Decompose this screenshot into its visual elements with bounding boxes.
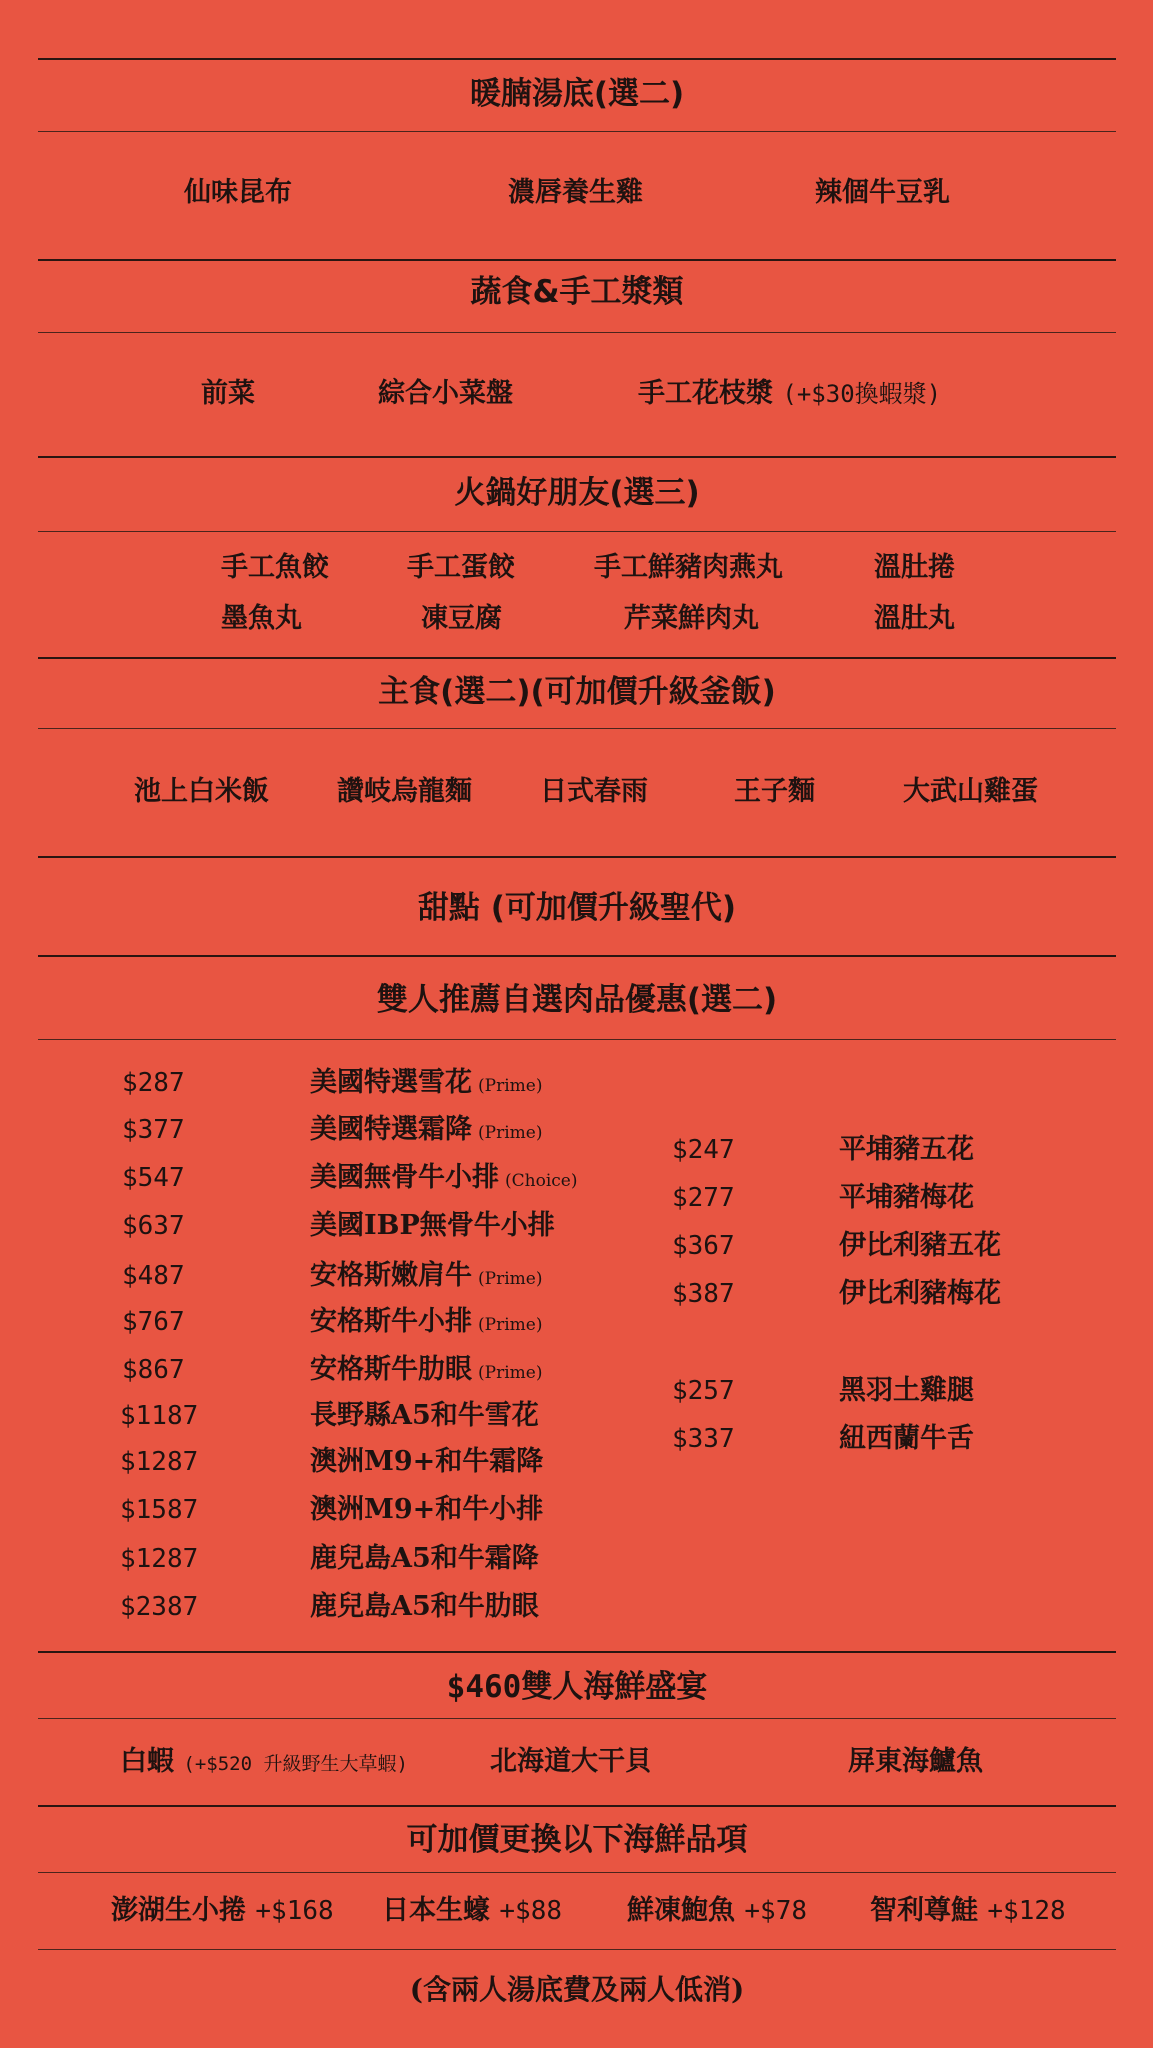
meat-grade: (Prime) [478, 1315, 543, 1335]
hotpot-item: 溫肚丸 [874, 603, 955, 634]
meat-item: 黑羽土雞腿 [839, 1375, 974, 1406]
addons-heading: 可加價更換以下海鮮品項 [406, 1822, 748, 1858]
meat-heading: 雙人推薦自選肉品優惠(選二) [376, 982, 778, 1018]
divider [38, 531, 1116, 532]
shrimp-upgrade-note: (+$520 升級野生大草蝦) [183, 1753, 408, 1775]
meat-item [310, 1066, 542, 1103]
meat-item: 伊比利豬五花 [839, 1230, 1001, 1261]
meat-price: $637 [122, 1211, 185, 1241]
meat-name: 鹿兒島A5和牛霜降 [310, 1543, 539, 1574]
addon-item [382, 1894, 562, 1928]
meat-price: $287 [122, 1068, 185, 1098]
meat-name: 美國特選霜降 [310, 1114, 472, 1145]
upgrade-note: (+$30換蝦漿) [782, 380, 942, 408]
meat-price: $2387 [120, 1592, 199, 1622]
addon-item [870, 1894, 1066, 1928]
meat-price: $1287 [120, 1544, 199, 1574]
divider [38, 259, 1116, 261]
meat-name: 安格斯嫩肩牛 [310, 1260, 472, 1291]
hotpot-item: 手工蛋餃 [407, 552, 515, 583]
dessert-heading: 甜點 (可加價升級聖代) [417, 890, 737, 926]
meat-item [310, 1209, 555, 1243]
seafood-item-shrimp [120, 1745, 408, 1781]
meat-price: $277 [672, 1183, 735, 1213]
meat-price: $767 [122, 1307, 185, 1337]
meat-grade: (Prime) [478, 1123, 543, 1143]
hotpot-heading: 火鍋好朋友(選三) [454, 475, 700, 511]
veg-item-paste [638, 377, 941, 411]
meat-price: $387 [672, 1279, 735, 1309]
hotpot-item: 溫肚捲 [874, 552, 955, 583]
addon-item [627, 1894, 807, 1928]
meat-item [310, 1542, 539, 1576]
meat-item [310, 1161, 577, 1198]
divider [38, 1718, 1116, 1719]
meat-item [310, 1493, 543, 1527]
divider [38, 1949, 1116, 1950]
meat-item [310, 1353, 542, 1390]
meat-name: 安格斯牛小排 [310, 1306, 472, 1337]
hotpot-item: 芹菜鮮肉丸 [624, 603, 759, 634]
meat-item [310, 1399, 539, 1433]
staple-item: 讚岐烏龍麵 [337, 776, 472, 807]
meat-item [310, 1590, 539, 1624]
meat-item [310, 1113, 542, 1150]
veg-item: 前菜 [201, 378, 255, 409]
divider [38, 131, 1116, 132]
meat-price: $867 [122, 1355, 185, 1385]
meat-price: $377 [122, 1115, 185, 1145]
meat-price: $1187 [120, 1401, 199, 1431]
divider [38, 657, 1116, 659]
addon-price: +$128 [987, 1896, 1066, 1926]
meat-price: $487 [122, 1261, 185, 1291]
meat-item: 紐西蘭牛舌 [839, 1423, 974, 1454]
meat-item [310, 1259, 542, 1296]
divider [38, 1039, 1116, 1040]
meat-price: $247 [672, 1135, 735, 1165]
hotpot-item: 凍豆腐 [421, 603, 502, 634]
meat-name: 美國無骨牛小排 [310, 1162, 499, 1193]
divider [38, 1872, 1116, 1873]
seafood-heading: $460雙人海鮮盛宴 [446, 1669, 708, 1705]
staple-item: 日式春雨 [540, 776, 648, 807]
soup-heading: 暖腩湯底(選二) [469, 76, 685, 112]
divider [38, 332, 1116, 333]
staple-heading: 主食(選二)(可加價升級釜飯) [378, 674, 776, 710]
meat-name: 安格斯牛肋眼 [310, 1354, 472, 1385]
seafood-item-label: 白蝦 [120, 1746, 174, 1777]
addon-price: +$88 [499, 1896, 563, 1926]
meat-item [310, 1305, 542, 1342]
divider [38, 728, 1116, 729]
veg-heading: 蔬食&手工漿類 [470, 274, 684, 310]
hotpot-item: 手工鮮豬肉燕丸 [594, 552, 783, 583]
seafood-item: 北海道大干貝 [490, 1746, 652, 1777]
soup-item: 濃唇養生雞 [508, 177, 643, 208]
addon-name: 日本生蠔 [382, 1895, 490, 1926]
meat-price: $337 [672, 1424, 735, 1454]
addon-name: 鮮凍鮑魚 [627, 1895, 735, 1926]
divider [38, 1805, 1116, 1807]
meat-name: 澳洲M9+和牛霜降 [310, 1446, 544, 1477]
soup-item: 辣個牛豆乳 [815, 177, 950, 208]
meat-price: $257 [672, 1376, 735, 1406]
meat-grade: (Choice) [505, 1171, 578, 1191]
meat-name: 美國特選雪花 [310, 1067, 472, 1098]
meat-name: 澳洲M9+和牛小排 [310, 1494, 544, 1525]
divider [38, 856, 1116, 858]
divider [38, 58, 1116, 60]
addon-item [111, 1894, 334, 1928]
footer-note: (含兩人湯底費及兩人低消) [409, 1973, 745, 2006]
meat-grade: (Prime) [478, 1269, 543, 1289]
meat-price: $1587 [120, 1495, 199, 1525]
divider [38, 1651, 1116, 1653]
divider [38, 955, 1116, 957]
hotpot-item: 墨魚丸 [221, 603, 302, 634]
meat-name: 鹿兒島A5和牛肋眼 [310, 1591, 539, 1622]
addon-price: +$78 [744, 1896, 808, 1926]
seafood-item: 屏東海鱸魚 [848, 1746, 983, 1777]
meat-price: $547 [122, 1163, 185, 1193]
meat-item [310, 1445, 543, 1479]
meat-price: $367 [672, 1231, 735, 1261]
divider [38, 456, 1116, 458]
addon-name: 智利尊鮭 [870, 1895, 978, 1926]
staple-item: 大武山雞蛋 [903, 776, 1038, 807]
meat-name: 美國IBP無骨牛小排 [310, 1210, 555, 1241]
staple-item: 王子麵 [734, 776, 815, 807]
meat-item: 平埔豬梅花 [839, 1182, 974, 1213]
soup-item: 仙味昆布 [184, 177, 292, 208]
hotpot-item: 手工魚餃 [221, 552, 329, 583]
addon-price: +$168 [255, 1896, 334, 1926]
meat-price: $1287 [120, 1447, 199, 1477]
meat-grade: (Prime) [478, 1363, 543, 1383]
meat-item: 平埔豬五花 [839, 1134, 974, 1165]
veg-item-label: 手工花枝漿 [638, 378, 773, 409]
addon-name: 澎湖生小捲 [111, 1895, 246, 1926]
meat-name: 長野縣A5和牛雪花 [310, 1400, 539, 1431]
meat-item: 伊比利豬梅花 [839, 1278, 1001, 1309]
staple-item: 池上白米飯 [134, 776, 269, 807]
veg-item: 綜合小菜盤 [378, 378, 513, 409]
meat-grade: (Prime) [478, 1076, 543, 1096]
